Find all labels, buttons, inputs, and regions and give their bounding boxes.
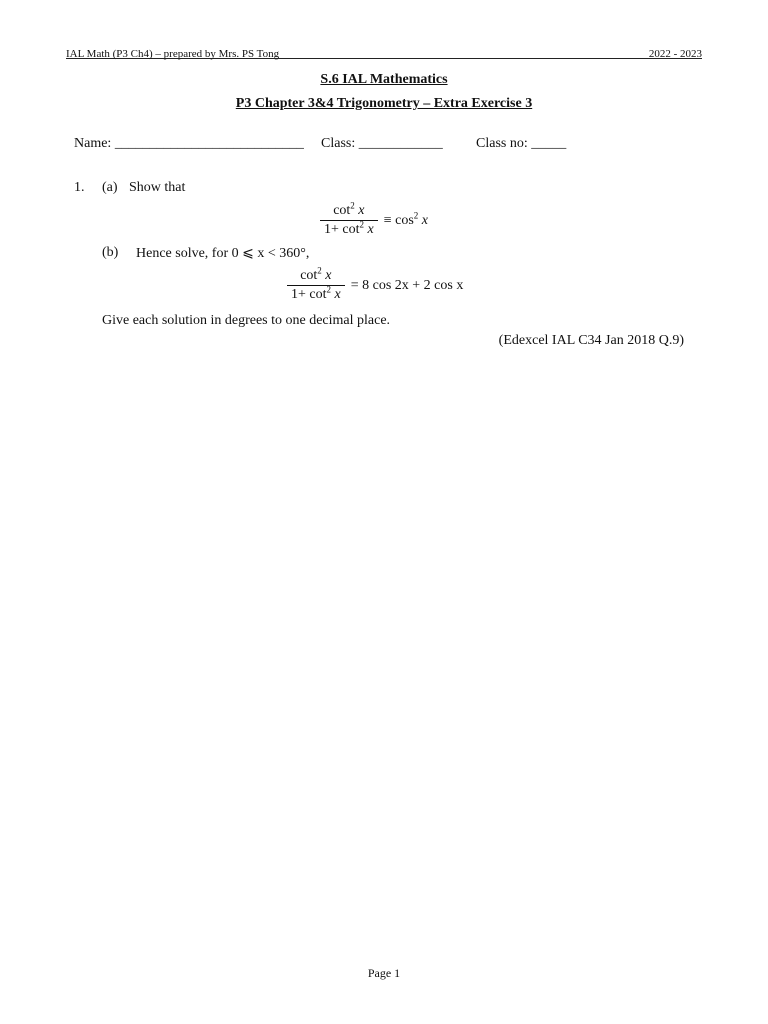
worksheet-subtitle: P3 Chapter 3&4 Trigonometry – Extra Exercise 3: [235, 96, 533, 111]
name-field: Name: ___________________________: [74, 136, 304, 151]
solve-equation: [287, 265, 464, 303]
instruction-text: Give each solution in degrees to one decimal place.: [102, 313, 391, 328]
class-no-field: Class no: _____: [476, 136, 567, 151]
question-number: 1.: [74, 180, 85, 195]
part-b-text: Hence solve, for 0 ⩽ x < 360°,: [136, 246, 310, 261]
worksheet-title: S.6 IAL Mathematics: [320, 72, 448, 87]
header-divider: [66, 58, 702, 59]
question-source: (Edexcel IAL C34 Jan 2018 Q.9): [498, 333, 684, 348]
identity-equation: [320, 200, 428, 238]
solve-fraction: [287, 265, 345, 303]
identity-fraction: [320, 200, 378, 238]
class-field: Class: ____________: [321, 136, 443, 151]
header-year: 2022 - 2023: [648, 48, 702, 60]
header-left-text: IAL Math (P3 Ch4) – prepared by Mrs. PS Tong: [66, 48, 280, 60]
part-b-label: (b): [102, 245, 119, 260]
identity-rhs: ≡ $\cos^2 x$: [383, 209, 428, 228]
fraction-numerator: $\cot^2 x$: [300, 265, 332, 283]
part-a-label: (a): [102, 180, 118, 195]
solve-rhs: = 8 cos 2x + 2 cos x: [350, 277, 464, 293]
fraction-denominator: $1+ \cot^2 x$: [287, 285, 345, 303]
part-a-text: Show that: [129, 180, 186, 195]
fraction-denominator: $1+ \cot^2 x$: [320, 220, 378, 238]
fraction-numerator: $\cot^2 x$: [333, 200, 365, 218]
page-number: Page 1: [367, 966, 401, 980]
